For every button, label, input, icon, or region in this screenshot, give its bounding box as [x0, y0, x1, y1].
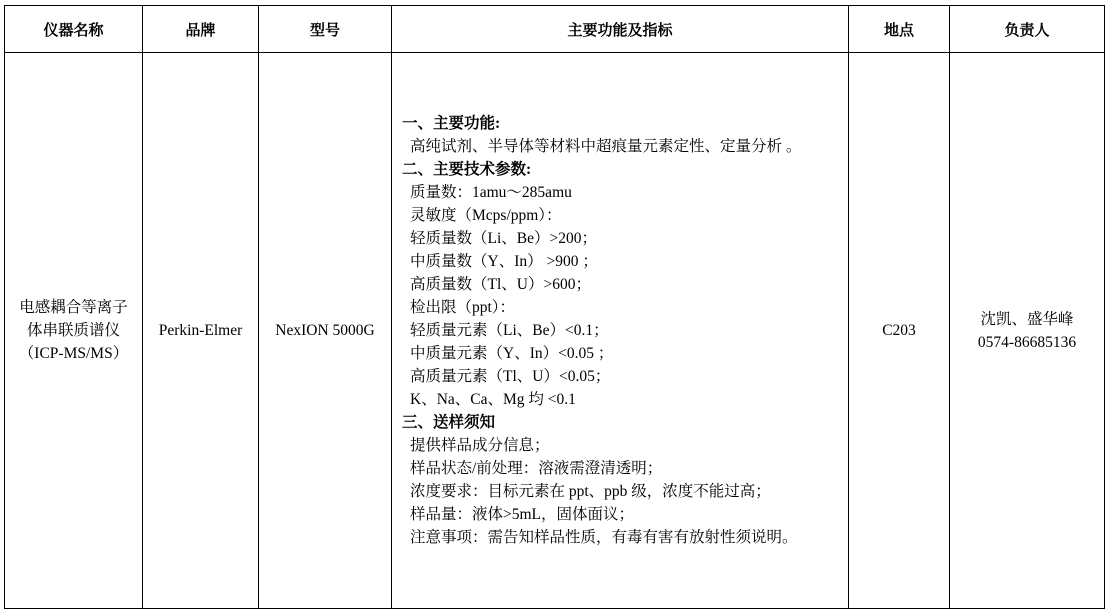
cell-model: NexION 5000G: [259, 53, 392, 609]
spec-line: 注意事项：需告知样品性质，有毒有害有放射性须说明。: [410, 529, 798, 546]
spec-line: 中质量元素（Y、In）<0.05 ；: [410, 345, 614, 362]
cell-brand: Perkin-Elmer: [143, 53, 259, 609]
header-brand: 品牌: [143, 6, 259, 53]
spec-line: 高质量数（Tl、U）>600；: [410, 276, 591, 293]
spec-line: 样品状态/前处理：溶液需澄清透明；: [410, 460, 663, 477]
header-instrument-name: 仪器名称: [5, 6, 143, 53]
instrument-name-line: 体串联质谱仪: [26, 322, 120, 339]
contact-name: 沈凯、盛华峰: [980, 310, 1074, 328]
spec-line: 检出限（ppt）：: [410, 299, 516, 316]
header-model: 型号: [259, 6, 392, 53]
instrument-table: [4, 5, 1105, 609]
spec-line: 样品量：液体>5mL，固体面议；: [410, 506, 635, 523]
spec-line: K、Na、Ca、Mg 均 <0.1: [410, 391, 576, 408]
spec-section-title: 一、主要功能:: [402, 115, 501, 132]
spec-line: 中质量数（Y、In） >900 ；: [410, 253, 598, 270]
spec-section-title: 二、主要技术参数:: [402, 161, 532, 178]
spec-line: 提供样品成分信息；: [410, 437, 550, 454]
header-row: [5, 6, 1105, 53]
header-contact: 负责人: [950, 6, 1105, 53]
spec-section-title: 三、送样须知: [402, 414, 496, 431]
cell-instrument-name: [5, 53, 143, 609]
header-spec: 主要功能及指标: [392, 6, 849, 53]
spec-line: 轻质量元素（Li、Be）<0.1；: [410, 322, 609, 339]
header-location: 地点: [849, 6, 950, 53]
spec-line: 高纯试剂、半导体等材料中超痕量元素定性、定量分析 。: [410, 138, 802, 155]
table-row: [5, 53, 1105, 609]
spec-line: 浓度要求：目标元素在 ppt、ppb 级，浓度不能过高；: [410, 483, 771, 500]
spec-line: 高质量元素（Tl、U）<0.05；: [410, 368, 611, 385]
cell-spec: [392, 53, 849, 609]
cell-contact: [950, 53, 1105, 609]
instrument-name-line: 电感耦合等离子: [19, 299, 128, 316]
spec-line: 质量数：1amu～285amu: [410, 184, 572, 201]
spec-line: 轻质量数（Li、Be）>200；: [410, 230, 597, 247]
instrument-name-line: （ICP-MS/MS）: [18, 345, 129, 362]
spec-line: 灵敏度（Mcps/ppm）：: [410, 207, 562, 224]
cell-location: C203: [849, 53, 950, 609]
contact-phone: 0574-86685136: [977, 333, 1077, 351]
